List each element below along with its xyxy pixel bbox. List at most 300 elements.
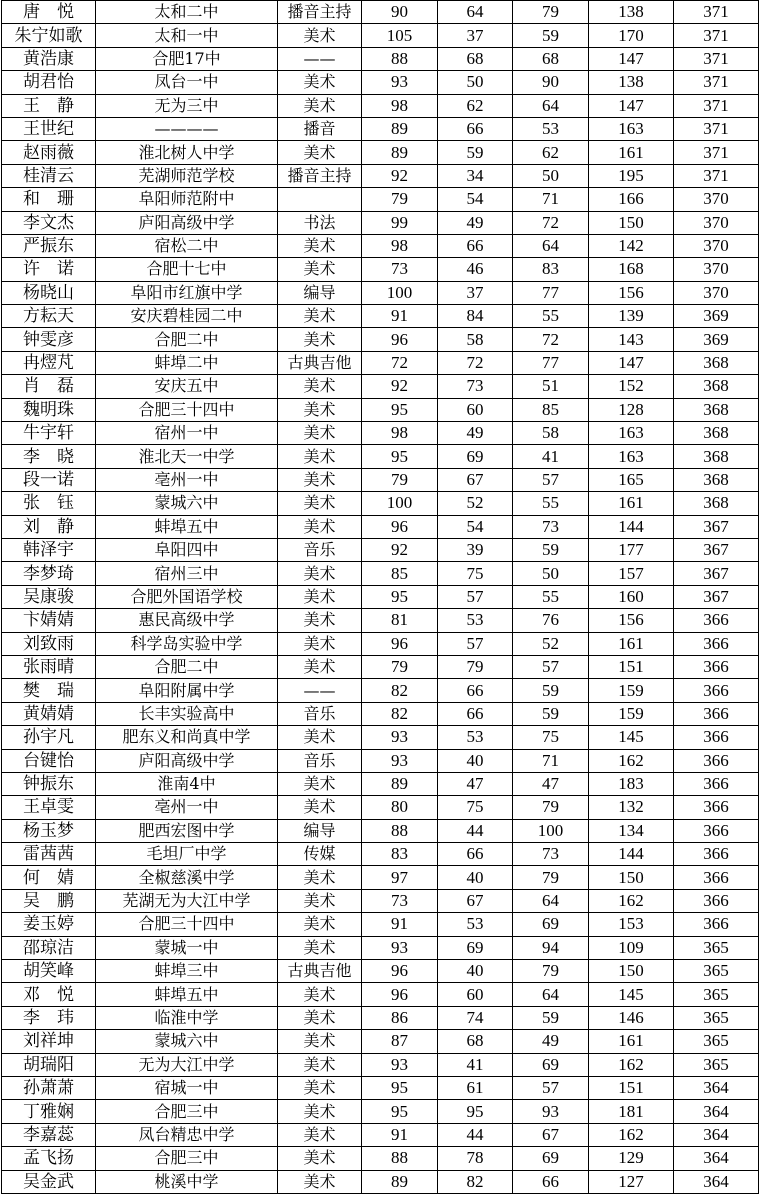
score-col-1-cell: 93 — [362, 726, 438, 749]
school-name-cell: 合肥17中 — [96, 47, 278, 70]
score-col-4-cell: 132 — [589, 796, 674, 819]
table-row — [2, 188, 759, 211]
school-name-cell: 蚌埠三中 — [96, 960, 278, 983]
score-col-2-cell: 60 — [438, 398, 513, 421]
score-col-2-cell: 60 — [438, 983, 513, 1006]
total-score-cell: 366 — [674, 866, 759, 889]
table-row — [2, 1030, 759, 1053]
score-col-1-cell: 85 — [362, 562, 438, 585]
score-col-3-cell: 83 — [513, 258, 589, 281]
table-row — [2, 422, 759, 445]
score-col-3-cell: 64 — [513, 983, 589, 1006]
student-name-cell: 张 钰 — [2, 492, 96, 515]
student-name-cell: 吴金武 — [2, 1170, 96, 1193]
table-row — [2, 117, 759, 140]
score-col-4-cell: 165 — [589, 468, 674, 491]
score-col-4-cell: 162 — [589, 1123, 674, 1146]
score-col-4-cell: 150 — [589, 866, 674, 889]
score-col-2-cell: 95 — [438, 1100, 513, 1123]
score-col-1-cell: 91 — [362, 1123, 438, 1146]
major-cell: 书法 — [278, 211, 362, 234]
table-row — [2, 609, 759, 632]
school-name-cell: 合肥三中 — [96, 1100, 278, 1123]
score-col-4-cell: 138 — [589, 1, 674, 24]
total-score-cell: 366 — [674, 772, 759, 795]
score-col-1-cell: 81 — [362, 609, 438, 632]
total-score-cell: 366 — [674, 655, 759, 678]
total-score-cell: 367 — [674, 538, 759, 561]
major-cell: 美术 — [278, 398, 362, 421]
score-col-2-cell: 67 — [438, 889, 513, 912]
major-cell: 美术 — [278, 515, 362, 538]
score-col-1-cell: 97 — [362, 866, 438, 889]
student-name-cell: 肖 磊 — [2, 375, 96, 398]
score-col-3-cell: 71 — [513, 188, 589, 211]
student-name-cell: 刘致雨 — [2, 632, 96, 655]
score-col-2-cell: 59 — [438, 141, 513, 164]
score-col-4-cell: 156 — [589, 609, 674, 632]
student-name-cell: 胡君怡 — [2, 71, 96, 94]
score-col-3-cell: 67 — [513, 1123, 589, 1146]
table-row — [2, 772, 759, 795]
total-score-cell: 366 — [674, 632, 759, 655]
score-col-2-cell: 79 — [438, 655, 513, 678]
total-score-cell: 367 — [674, 515, 759, 538]
score-col-4-cell: 163 — [589, 117, 674, 140]
score-col-2-cell: 57 — [438, 632, 513, 655]
score-col-3-cell: 72 — [513, 328, 589, 351]
total-score-cell: 366 — [674, 726, 759, 749]
score-col-2-cell: 61 — [438, 1076, 513, 1099]
school-name-cell: 芜湖无为大江中学 — [96, 889, 278, 912]
total-score-cell: 366 — [674, 843, 759, 866]
major-cell: 美术 — [278, 1100, 362, 1123]
score-col-1-cell: 73 — [362, 258, 438, 281]
score-col-2-cell: 75 — [438, 796, 513, 819]
school-name-cell: 科学岛实验中学 — [96, 632, 278, 655]
score-col-4-cell: 139 — [589, 305, 674, 328]
student-name-cell: 严振东 — [2, 234, 96, 257]
total-score-cell: 366 — [674, 889, 759, 912]
score-col-4-cell: 161 — [589, 141, 674, 164]
score-col-2-cell: 46 — [438, 258, 513, 281]
score-col-1-cell: 96 — [362, 632, 438, 655]
table-row — [2, 351, 759, 374]
score-col-2-cell: 69 — [438, 936, 513, 959]
major-cell: 播音主持 — [278, 164, 362, 187]
total-score-cell: 371 — [674, 164, 759, 187]
school-name-cell: 合肥三十四中 — [96, 913, 278, 936]
school-name-cell: 桃溪中学 — [96, 1170, 278, 1193]
score-col-1-cell: 73 — [362, 889, 438, 912]
student-name-cell: 李梦琦 — [2, 562, 96, 585]
score-col-3-cell: 75 — [513, 726, 589, 749]
score-col-3-cell: 73 — [513, 843, 589, 866]
score-col-4-cell: 151 — [589, 1076, 674, 1099]
score-col-4-cell: 162 — [589, 1053, 674, 1076]
table-row — [2, 1076, 759, 1099]
student-name-cell: 朱宁如歌 — [2, 24, 96, 47]
score-col-2-cell: 39 — [438, 538, 513, 561]
total-score-cell: 371 — [674, 47, 759, 70]
student-name-cell: 王世纪 — [2, 117, 96, 140]
score-col-3-cell: 100 — [513, 819, 589, 842]
total-score-cell: 365 — [674, 936, 759, 959]
score-col-4-cell: 152 — [589, 375, 674, 398]
score-col-4-cell: 161 — [589, 632, 674, 655]
total-score-cell: 367 — [674, 562, 759, 585]
table-row — [2, 889, 759, 912]
score-col-2-cell: 78 — [438, 1147, 513, 1170]
student-name-cell: 樊 瑞 — [2, 679, 96, 702]
major-cell: 美术 — [278, 71, 362, 94]
table-row — [2, 328, 759, 351]
score-col-4-cell: 159 — [589, 679, 674, 702]
total-score-cell: 365 — [674, 1053, 759, 1076]
score-col-4-cell: 157 — [589, 562, 674, 585]
score-col-1-cell: 79 — [362, 655, 438, 678]
student-name-cell: 李 晓 — [2, 445, 96, 468]
total-score-cell: 366 — [674, 702, 759, 725]
score-col-1-cell: 80 — [362, 796, 438, 819]
total-score-cell: 371 — [674, 141, 759, 164]
total-score-cell: 366 — [674, 819, 759, 842]
score-col-2-cell: 53 — [438, 913, 513, 936]
school-name-cell: 蚌埠二中 — [96, 351, 278, 374]
score-col-1-cell: 89 — [362, 772, 438, 795]
major-cell: 编导 — [278, 819, 362, 842]
total-score-cell: 371 — [674, 71, 759, 94]
school-name-cell: 亳州一中 — [96, 468, 278, 491]
score-col-4-cell: 143 — [589, 328, 674, 351]
score-col-3-cell: 66 — [513, 1170, 589, 1193]
score-col-3-cell: 68 — [513, 47, 589, 70]
table-row — [2, 1123, 759, 1146]
major-cell: 美术 — [278, 141, 362, 164]
major-cell: 播音 — [278, 117, 362, 140]
score-col-2-cell: 64 — [438, 1, 513, 24]
major-cell: 美术 — [278, 609, 362, 632]
score-col-3-cell: 64 — [513, 889, 589, 912]
student-name-cell: 姜玉婷 — [2, 913, 96, 936]
score-col-1-cell: 98 — [362, 422, 438, 445]
score-col-3-cell: 62 — [513, 141, 589, 164]
major-cell: 音乐 — [278, 538, 362, 561]
score-col-1-cell: 98 — [362, 234, 438, 257]
score-col-3-cell: 64 — [513, 94, 589, 117]
score-col-3-cell: 93 — [513, 1100, 589, 1123]
score-col-3-cell: 69 — [513, 1147, 589, 1170]
score-col-1-cell: 98 — [362, 94, 438, 117]
major-cell: 美术 — [278, 936, 362, 959]
table-row — [2, 538, 759, 561]
score-col-1-cell: 92 — [362, 375, 438, 398]
score-col-2-cell: 37 — [438, 281, 513, 304]
table-row — [2, 258, 759, 281]
table-row — [2, 375, 759, 398]
score-col-3-cell: 77 — [513, 351, 589, 374]
score-col-3-cell: 85 — [513, 398, 589, 421]
major-cell: 美术 — [278, 94, 362, 117]
score-col-4-cell: 150 — [589, 960, 674, 983]
total-score-cell: 368 — [674, 375, 759, 398]
major-cell: 美术 — [278, 866, 362, 889]
student-name-cell: 吴 鹏 — [2, 889, 96, 912]
total-score-cell: 370 — [674, 258, 759, 281]
major-cell: 播音主持 — [278, 1, 362, 24]
student-name-cell: 丁雅娴 — [2, 1100, 96, 1123]
student-name-cell: 王卓雯 — [2, 796, 96, 819]
school-name-cell: 太和二中 — [96, 1, 278, 24]
total-score-cell: 368 — [674, 398, 759, 421]
major-cell: 美术 — [278, 632, 362, 655]
total-score-cell: 370 — [674, 188, 759, 211]
total-score-cell: 366 — [674, 749, 759, 772]
score-col-3-cell: 77 — [513, 281, 589, 304]
score-col-1-cell: 89 — [362, 117, 438, 140]
score-col-1-cell: 79 — [362, 188, 438, 211]
total-score-cell: 368 — [674, 445, 759, 468]
score-col-2-cell: 67 — [438, 468, 513, 491]
major-cell: 美术 — [278, 796, 362, 819]
table-row — [2, 1147, 759, 1170]
score-col-1-cell: 91 — [362, 305, 438, 328]
table-row — [2, 94, 759, 117]
table-row — [2, 141, 759, 164]
score-col-1-cell: 96 — [362, 328, 438, 351]
major-cell: 美术 — [278, 1053, 362, 1076]
table-row — [2, 655, 759, 678]
table-row — [2, 515, 759, 538]
score-col-3-cell: 64 — [513, 234, 589, 257]
major-cell: 传媒 — [278, 843, 362, 866]
school-name-cell: 太和一中 — [96, 24, 278, 47]
score-col-2-cell: 66 — [438, 117, 513, 140]
table-row — [2, 305, 759, 328]
total-score-cell: 366 — [674, 796, 759, 819]
table-row — [2, 445, 759, 468]
school-name-cell: 淮北天一中学 — [96, 445, 278, 468]
score-col-1-cell: 93 — [362, 749, 438, 772]
student-name-cell: 孙宇凡 — [2, 726, 96, 749]
score-col-3-cell: 90 — [513, 71, 589, 94]
score-col-4-cell: 177 — [589, 538, 674, 561]
school-name-cell: 合肥三中 — [96, 1147, 278, 1170]
student-name-cell: 牛宇轩 — [2, 422, 96, 445]
major-cell: 美术 — [278, 24, 362, 47]
school-name-cell: 宿松二中 — [96, 234, 278, 257]
student-name-cell: 孙萧萧 — [2, 1076, 96, 1099]
score-col-1-cell: 96 — [362, 983, 438, 1006]
total-score-cell: 367 — [674, 585, 759, 608]
score-col-2-cell: 74 — [438, 1006, 513, 1029]
score-col-1-cell: 72 — [362, 351, 438, 374]
score-col-1-cell: 88 — [362, 47, 438, 70]
score-col-3-cell: 50 — [513, 164, 589, 187]
score-col-2-cell: 66 — [438, 679, 513, 702]
student-name-cell: 李 玮 — [2, 1006, 96, 1029]
score-col-4-cell: 127 — [589, 1170, 674, 1193]
school-name-cell: 肥西宏图中学 — [96, 819, 278, 842]
score-col-2-cell: 58 — [438, 328, 513, 351]
student-name-cell: 黄浩康 — [2, 47, 96, 70]
school-name-cell: 宿州三中 — [96, 562, 278, 585]
score-col-4-cell: 146 — [589, 1006, 674, 1029]
score-col-1-cell: 82 — [362, 679, 438, 702]
score-col-3-cell: 79 — [513, 960, 589, 983]
score-col-3-cell: 53 — [513, 117, 589, 140]
score-col-2-cell: 44 — [438, 1123, 513, 1146]
table-row — [2, 562, 759, 585]
school-name-cell: 宿城一中 — [96, 1076, 278, 1099]
score-col-4-cell: 162 — [589, 749, 674, 772]
table-row — [2, 24, 759, 47]
major-cell: 美术 — [278, 726, 362, 749]
school-name-cell: 安庆五中 — [96, 375, 278, 398]
score-col-1-cell: 86 — [362, 1006, 438, 1029]
score-col-2-cell: 73 — [438, 375, 513, 398]
school-name-cell: 无为大江中学 — [96, 1053, 278, 1076]
major-cell: 美术 — [278, 305, 362, 328]
score-col-2-cell: 44 — [438, 819, 513, 842]
score-col-3-cell: 79 — [513, 866, 589, 889]
total-score-cell: 365 — [674, 1006, 759, 1029]
major-cell: 古典吉他 — [278, 960, 362, 983]
score-col-3-cell: 59 — [513, 24, 589, 47]
student-name-cell: 卞婧婧 — [2, 609, 96, 632]
score-col-4-cell: 195 — [589, 164, 674, 187]
school-name-cell: ———— — [96, 117, 278, 140]
total-score-cell: 364 — [674, 1170, 759, 1193]
score-col-4-cell: 161 — [589, 1030, 674, 1053]
total-score-cell: 368 — [674, 468, 759, 491]
total-score-cell: 365 — [674, 960, 759, 983]
student-name-cell: 杨玉梦 — [2, 819, 96, 842]
score-col-4-cell: 144 — [589, 515, 674, 538]
score-col-2-cell: 66 — [438, 843, 513, 866]
score-col-3-cell: 79 — [513, 796, 589, 819]
score-col-3-cell: 69 — [513, 1053, 589, 1076]
score-col-3-cell: 41 — [513, 445, 589, 468]
student-name-cell: 吴康骏 — [2, 585, 96, 608]
score-col-2-cell: 49 — [438, 211, 513, 234]
table-row — [2, 585, 759, 608]
student-name-cell: 钟振东 — [2, 772, 96, 795]
school-name-cell: 淮北树人中学 — [96, 141, 278, 164]
major-cell: —— — [278, 47, 362, 70]
score-col-4-cell: 147 — [589, 47, 674, 70]
student-name-cell: 冉熤芃 — [2, 351, 96, 374]
school-name-cell: 肥东义和尚真中学 — [96, 726, 278, 749]
table-row — [2, 632, 759, 655]
total-score-cell: 369 — [674, 328, 759, 351]
score-col-4-cell: 168 — [589, 258, 674, 281]
student-name-cell: 雷茜茜 — [2, 843, 96, 866]
score-col-1-cell: 100 — [362, 281, 438, 304]
table-row — [2, 468, 759, 491]
score-col-2-cell: 40 — [438, 749, 513, 772]
table-row — [2, 47, 759, 70]
table-row — [2, 492, 759, 515]
score-col-1-cell: 96 — [362, 960, 438, 983]
table-row — [2, 164, 759, 187]
major-cell: 美术 — [278, 422, 362, 445]
score-col-3-cell: 52 — [513, 632, 589, 655]
total-score-cell: 370 — [674, 234, 759, 257]
major-cell: 美术 — [278, 1170, 362, 1193]
score-col-3-cell: 59 — [513, 538, 589, 561]
student-name-cell: 魏明珠 — [2, 398, 96, 421]
score-col-3-cell: 59 — [513, 702, 589, 725]
total-score-cell: 368 — [674, 351, 759, 374]
major-cell: 美术 — [278, 1076, 362, 1099]
total-score-cell: 371 — [674, 117, 759, 140]
score-col-2-cell: 53 — [438, 609, 513, 632]
score-col-4-cell: 153 — [589, 913, 674, 936]
major-cell: 美术 — [278, 562, 362, 585]
score-col-3-cell: 72 — [513, 211, 589, 234]
score-col-2-cell: 66 — [438, 702, 513, 725]
score-col-2-cell: 68 — [438, 47, 513, 70]
school-name-cell: 合肥十七中 — [96, 258, 278, 281]
school-name-cell: 合肥二中 — [96, 655, 278, 678]
score-col-1-cell: 90 — [362, 1, 438, 24]
table-row — [2, 983, 759, 1006]
table-row — [2, 71, 759, 94]
total-score-cell: 371 — [674, 1, 759, 24]
total-score-cell: 370 — [674, 211, 759, 234]
total-score-cell: 369 — [674, 305, 759, 328]
student-name-cell: 唐 悦 — [2, 1, 96, 24]
score-col-4-cell: 145 — [589, 983, 674, 1006]
major-cell: 美术 — [278, 445, 362, 468]
student-name-cell: 胡笑峰 — [2, 960, 96, 983]
student-name-cell: 台键怡 — [2, 749, 96, 772]
score-col-4-cell: 181 — [589, 1100, 674, 1123]
student-name-cell: 赵雨薇 — [2, 141, 96, 164]
table-row — [2, 749, 759, 772]
major-cell: 美术 — [278, 1147, 362, 1170]
major-cell: 美术 — [278, 492, 362, 515]
total-score-cell: 371 — [674, 24, 759, 47]
total-score-cell: 364 — [674, 1100, 759, 1123]
score-col-1-cell: 93 — [362, 1053, 438, 1076]
score-col-1-cell: 95 — [362, 445, 438, 468]
table-row — [2, 398, 759, 421]
school-name-cell: 蒙城六中 — [96, 1030, 278, 1053]
score-col-3-cell: 59 — [513, 1006, 589, 1029]
total-score-cell: 370 — [674, 281, 759, 304]
major-cell — [278, 188, 362, 211]
score-col-2-cell: 40 — [438, 960, 513, 983]
table-row — [2, 679, 759, 702]
school-name-cell: 毛坦厂中学 — [96, 843, 278, 866]
student-name-cell: 桂清云 — [2, 164, 96, 187]
score-col-2-cell: 54 — [438, 188, 513, 211]
score-col-4-cell: 138 — [589, 71, 674, 94]
table-row — [2, 281, 759, 304]
student-name-cell: 黄婧婧 — [2, 702, 96, 725]
major-cell: 美术 — [278, 375, 362, 398]
student-name-cell: 杨晓山 — [2, 281, 96, 304]
score-col-4-cell: 150 — [589, 211, 674, 234]
school-name-cell: 惠民高级中学 — [96, 609, 278, 632]
major-cell: 美术 — [278, 889, 362, 912]
table-row — [2, 866, 759, 889]
major-cell: 美术 — [278, 468, 362, 491]
score-col-3-cell: 76 — [513, 609, 589, 632]
score-col-2-cell: 62 — [438, 94, 513, 117]
